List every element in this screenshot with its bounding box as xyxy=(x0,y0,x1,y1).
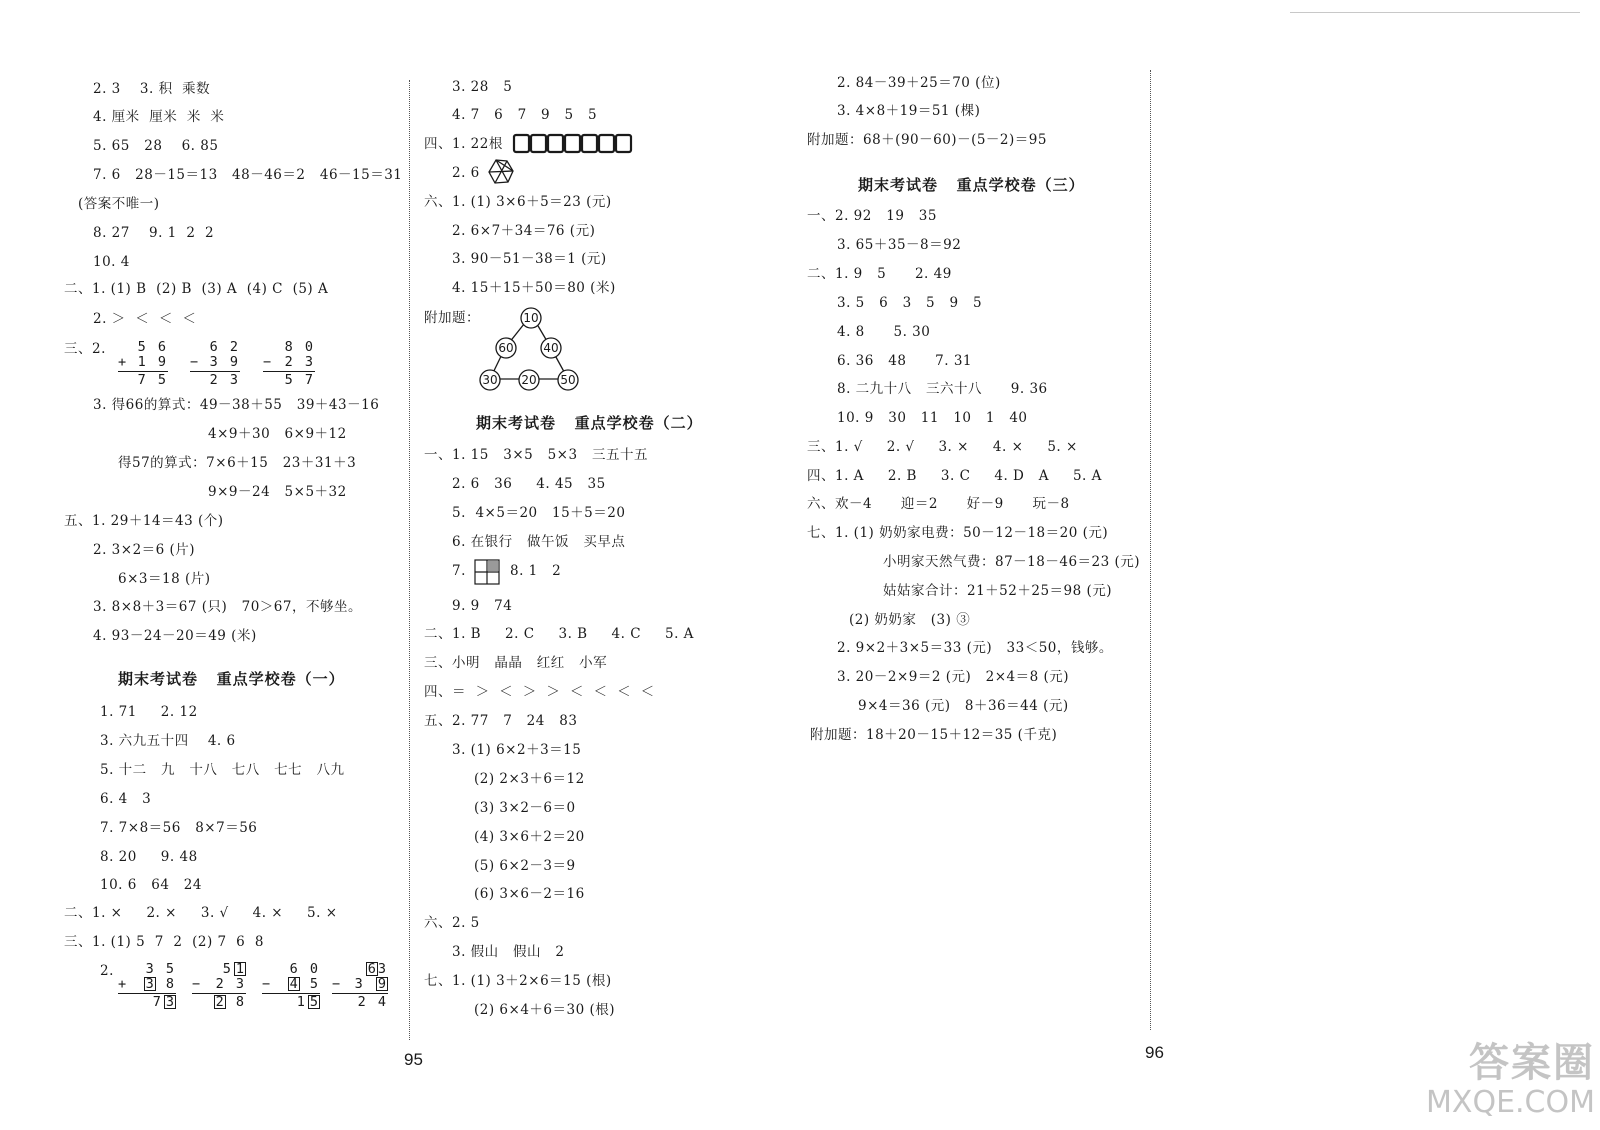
answer-line: 7. 6 28－15＝13 48－46＝2 46－15＝31 xyxy=(93,167,403,183)
answer-line: 4. 厘米 厘米 米 米 xyxy=(93,109,225,125)
vertical-calculation xyxy=(192,962,246,1010)
answer-line: 4. 15＋15＋50＝80 (米) xyxy=(452,280,616,296)
answer-line: 4. 8 5. 30 xyxy=(837,324,931,340)
calc-top xyxy=(192,962,246,977)
answer-line: 8. 二九十八 三六十八 9. 36 xyxy=(837,381,1048,397)
answer-line: 2. 6 36 4. 45 35 xyxy=(452,476,606,492)
calc-middle-digits: 2 3 xyxy=(284,354,315,370)
answer-line: 五、2. 77 7 24 83 xyxy=(424,713,578,729)
calc-result: 7 5 xyxy=(137,372,168,388)
answer-line: 六、欢－4 迎＝2 好－9 玩－8 xyxy=(807,496,1070,512)
boxed-digit: 1 xyxy=(235,961,244,977)
boxed-digit: 3 xyxy=(165,994,174,1010)
page-number-left: 95 xyxy=(404,1050,423,1069)
column-divider-left xyxy=(409,80,410,1040)
answer-line: 四、＝ ＞ ＜ ＞ ＞ ＜ ＜ ＜ ＜ xyxy=(424,684,655,700)
answer-line: 一、1. 15 3×5 5×3 三五十五 xyxy=(424,447,648,463)
answer-line: 6. 36 48 7. 31 xyxy=(837,353,972,369)
answer-line: (答案不唯一) xyxy=(78,196,160,212)
answer-line: 2. 84－39＋25＝70 (位) xyxy=(837,75,1001,91)
column-divider-right xyxy=(1150,70,1151,1030)
calc-top: 5 6 xyxy=(137,339,168,355)
answer-line: 二、1. × 2. × 3. √ 4. × 5. × xyxy=(64,905,338,921)
top-rule xyxy=(1290,12,1580,13)
answer-line: 8. 27 9. 1 2 2 xyxy=(93,225,215,241)
grid-square-figure xyxy=(474,559,500,585)
answer-line: (3) 3×2－6＝0 xyxy=(474,800,576,816)
answer-line: 5. 十二 九 十八 七八 七七 八九 xyxy=(100,762,345,778)
answer-line: 4. 93－24－20＝49 (米) xyxy=(93,628,257,644)
number-triangle-diagram xyxy=(478,306,584,396)
answer-line: 2. 6×7＋34＝76 (元) xyxy=(452,223,596,239)
answer-line: 四、1. A 2. B 3. C 4. D A 5. A xyxy=(807,468,1102,484)
answer-line: 3. 65＋35－8＝92 xyxy=(837,237,962,253)
answer-label: 2. xyxy=(100,963,114,979)
answer-line: 10. 4 xyxy=(93,254,130,270)
calc-middle xyxy=(263,355,315,370)
answer-line: 8. 20 9. 48 xyxy=(100,849,198,865)
answer-line: 10. 9 30 11 10 1 40 xyxy=(837,410,1028,426)
answer-line: 三、1. (1) 5 7 2 (2) 7 6 8 xyxy=(64,934,264,950)
calc-top xyxy=(332,962,388,977)
answer-line: 附加题： xyxy=(424,310,480,326)
section-heading: 期末考试卷 重点学校卷（二） xyxy=(476,414,703,432)
calc-operator: + xyxy=(118,354,129,370)
calc-result xyxy=(118,995,176,1010)
calc-result: 2 4 xyxy=(357,994,388,1010)
calc-result xyxy=(262,995,320,1010)
answer-line: 小明家天然气费：87－18－46＝23 (元) xyxy=(883,554,1141,570)
answer-line: 二、1. 9 5 2. 49 xyxy=(807,266,952,282)
calc-middle xyxy=(262,977,320,992)
answer-line: 9. 9 74 xyxy=(452,598,513,614)
answer-line: 2. ＞ ＜ ＜ ＜ xyxy=(93,311,197,327)
answer-line: 3. 90－51－38＝1 (元) xyxy=(452,251,607,267)
boxed-digit: 5 xyxy=(309,994,318,1010)
answer-line: 六、2. 5 xyxy=(424,915,480,931)
answer-line: 6×3＝18 (片) xyxy=(118,571,211,587)
vertical-calculation xyxy=(118,962,176,1010)
answer-line: 二、1. (1) B (2) B (3) A (4) C (5) A xyxy=(64,281,329,297)
answer-line: (6) 3×6－2＝16 xyxy=(474,886,585,902)
answer-line: 姑姑家合计：21＋52＋25＝98 (元) xyxy=(883,583,1113,599)
calc-digit: 3 xyxy=(354,976,365,992)
hexagon-diagonals-figure xyxy=(487,158,515,186)
triangle-node: 10 xyxy=(523,311,539,325)
matchstick-square xyxy=(514,135,529,152)
calc-result: 5 7 xyxy=(284,372,315,388)
answer-line: (2) 6×4＋6＝30 (根) xyxy=(474,1002,615,1018)
triangle-node: 20 xyxy=(521,373,537,387)
vertical-calculation xyxy=(262,962,320,1010)
answer-line: 3. 5 6 3 5 9 5 xyxy=(837,295,983,311)
calc-top: 6 2 xyxy=(209,339,240,355)
triangle-node: 50 xyxy=(560,373,576,387)
calc-operator: + xyxy=(118,976,129,992)
calc-middle xyxy=(190,355,240,370)
calc-middle-digits: 2 3 xyxy=(215,976,246,992)
answer-line: 3. 六九五十四 4. 6 xyxy=(100,733,236,749)
answer-line: (4) 3×6＋2＝20 xyxy=(474,829,585,845)
answer-line: 5. 4×5＝20 15＋5＝20 xyxy=(452,505,626,521)
answer-line: 七、1. (1) 奶奶家电费：50－12－18＝20 (元) xyxy=(807,525,1109,541)
calc-digit: 1 xyxy=(296,994,307,1010)
answer-line: 8. 1 2 xyxy=(510,563,562,579)
answer-line: 6. 在银行 做午饭 买早点 xyxy=(452,534,626,550)
boxed-digit: 2 xyxy=(215,994,224,1010)
section-heading: 期末考试卷 重点学校卷（三） xyxy=(858,176,1085,194)
answer-line: 三、小明 晶晶 红红 小军 xyxy=(424,655,608,671)
boxed-digit: 6 xyxy=(367,961,376,977)
calc-middle-digits: 1 9 xyxy=(137,354,168,370)
answer-line: 3. 8×8＋3＝67 (只) 70＞67，不够坐。 xyxy=(93,599,362,615)
answer-label: 7. xyxy=(452,563,466,579)
boxed-digit: 9 xyxy=(377,976,386,992)
calc-operator: − xyxy=(262,976,273,992)
triangle-node: 40 xyxy=(543,341,559,355)
answer-line: 三、1. √ 2. √ 3. × 4. × 5. × xyxy=(807,439,1078,455)
calc-operator: − xyxy=(192,976,203,992)
answer-line: 二、1. B 2. C 3. B 4. C 5. A xyxy=(424,626,694,642)
calc-top: 8 0 xyxy=(284,339,315,355)
matchstick-square xyxy=(582,135,597,152)
answer-line: 3. 28 5 xyxy=(452,79,513,95)
calc-middle xyxy=(332,977,388,992)
answer-line: 3. (1) 6×2＋3＝15 xyxy=(452,742,582,758)
answer-line: (2) 2×3＋6＝12 xyxy=(474,771,585,787)
calc-result: 2 3 xyxy=(209,372,240,388)
answer-line: 6. 4 3 xyxy=(100,791,152,807)
answer-line: 3. 假山 假山 2 xyxy=(452,944,565,960)
answer-line: 四、1. 22根 xyxy=(424,136,503,152)
triangle-node: 60 xyxy=(498,341,514,355)
matchstick-squares-figure xyxy=(512,132,638,156)
calc-operator: − xyxy=(263,354,274,370)
calc-operator: − xyxy=(332,976,343,992)
answer-line: 七、1. (1) 3＋2×6＝15 (根) xyxy=(424,973,612,989)
answer-line: 7. 7×8＝56 8×7＝56 xyxy=(100,820,258,836)
matchstick-square xyxy=(616,135,631,152)
calc-middle-digits: 3 9 xyxy=(209,354,240,370)
calc-digit: 5 xyxy=(222,961,233,977)
answer-label: 三、2. xyxy=(64,341,106,357)
watermark-url: MXQE.COM xyxy=(1426,1085,1595,1120)
matchstick-square xyxy=(548,135,563,152)
answer-line: 2. 3 3. 积 乘数 xyxy=(93,81,211,97)
answer-line: (5) 6×2－3＝9 xyxy=(474,858,576,874)
calc-middle xyxy=(118,355,168,370)
answer-line: 3. 得66的算式：49－38＋55 39＋43－16 xyxy=(93,397,380,413)
calc-operator: − xyxy=(190,354,201,370)
answer-line: 2. 3×2＝6 (片) xyxy=(93,542,196,558)
boxed-digit: 4 xyxy=(289,976,298,992)
calc-middle xyxy=(192,977,246,992)
calc-digit: 8 xyxy=(165,976,176,992)
answer-line: 10. 6 64 24 xyxy=(100,877,202,893)
answer-line: 六、1. (1) 3×6＋5＝23 (元) xyxy=(424,194,612,210)
boxed-digit: 3 xyxy=(145,976,154,992)
answer-line: (2) 奶奶家 (3) ③ xyxy=(849,612,971,628)
matchstick-square xyxy=(565,135,580,152)
answer-line: 附加题：68＋(90－60)－(5－2)＝95 xyxy=(807,132,1047,148)
calc-result xyxy=(192,995,246,1010)
triangle-node: 30 xyxy=(482,373,498,387)
answer-line: 得57的算式：7×6＋15 23＋31＋3 xyxy=(118,455,357,471)
calc-digit: 8 xyxy=(235,994,246,1010)
answer-line: 9×4＝36 (元) 8＋36＝44 (元) xyxy=(858,698,1069,714)
section-heading: 期末考试卷 重点学校卷（一） xyxy=(118,670,345,688)
answer-line: 附加题：18＋20－15＋12＝35 (千克) xyxy=(810,727,1058,743)
vertical-calculation xyxy=(190,340,240,388)
answer-line: 4. 7 6 7 9 5 5 xyxy=(452,107,598,123)
calc-digit: 5 xyxy=(309,976,320,992)
answer-line: 9×9－24 5×5＋32 xyxy=(208,484,347,500)
page-number-right: 96 xyxy=(1145,1043,1164,1062)
calc-top: 6 0 xyxy=(289,961,320,977)
answer-line: 五、1. 29＋14＝43 (个) xyxy=(64,513,224,529)
calc-digit: 3 xyxy=(377,961,388,977)
answer-line: 一、2. 92 19 35 xyxy=(807,208,937,224)
matchstick-square xyxy=(599,135,614,152)
vertical-calculation xyxy=(332,962,388,1010)
answer-line: 2. 9×2＋3×5＝33 (元) 33＜50，钱够。 xyxy=(837,640,1113,656)
answer-line: 4×9＋30 6×9＋12 xyxy=(208,426,347,442)
vertical-calculation xyxy=(118,340,168,388)
calc-middle xyxy=(118,977,176,992)
calc-digit: 7 xyxy=(152,994,163,1010)
answer-line: 3. 4×8＋19＝51 (棵) xyxy=(837,103,981,119)
answer-line: 3. 20－2×9＝2 (元) 2×4＝8 (元) xyxy=(837,669,1070,685)
calc-top: 3 5 xyxy=(145,961,176,977)
watermark-text: 答案圈 xyxy=(1469,1040,1595,1086)
vertical-calculation xyxy=(263,340,315,388)
answer-line: 5. 65 28 6. 85 xyxy=(93,138,219,154)
answer-line: 1. 71 2. 12 xyxy=(100,704,198,720)
watermark-logo xyxy=(1395,1040,1595,1125)
answer-line: 2. 6 xyxy=(452,165,480,181)
matchstick-square xyxy=(531,135,546,152)
